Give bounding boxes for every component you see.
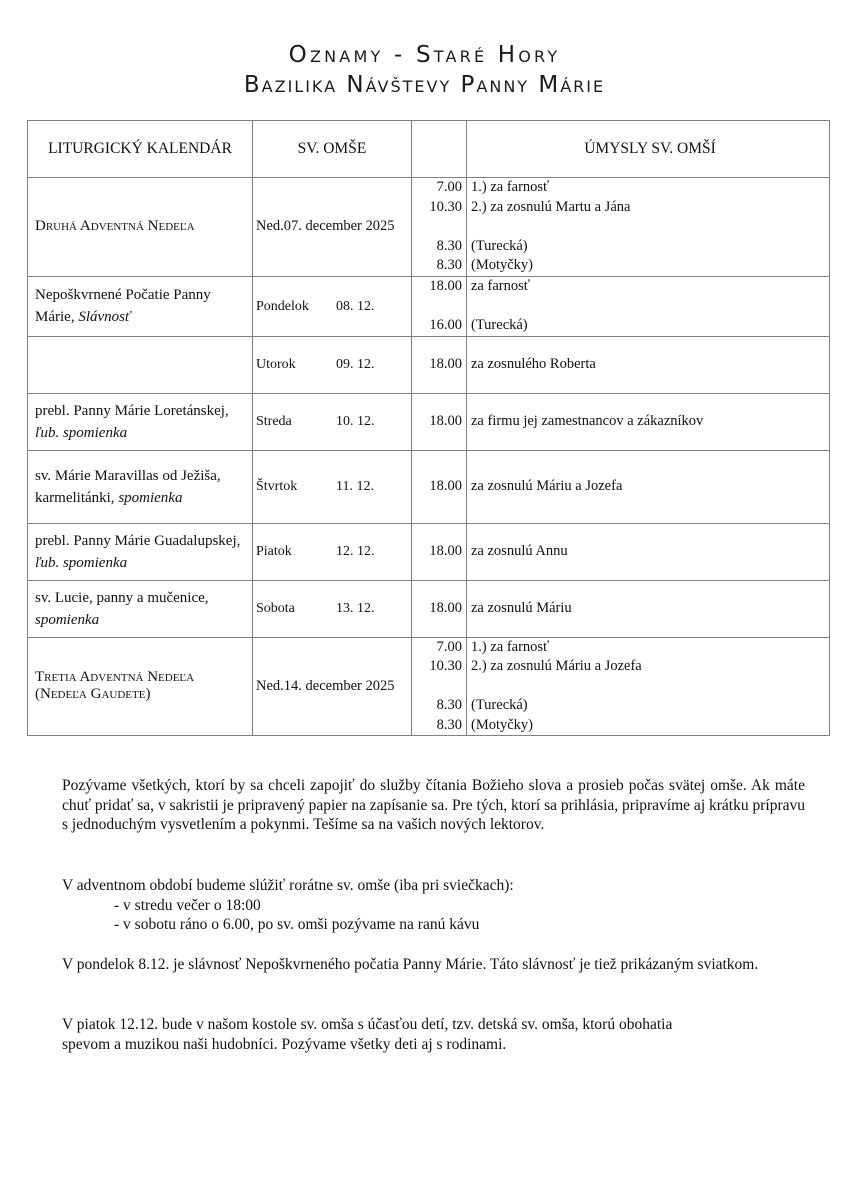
times-cell <box>412 276 467 336</box>
date-cell <box>253 580 412 637</box>
mass-time: 8.30 <box>436 257 462 273</box>
column-header-intentions: ÚMYSLY SV. OMŠÍ <box>467 121 830 178</box>
times-cell <box>412 336 467 393</box>
calendar-rank: ľub. spomienka <box>35 424 128 441</box>
table-row <box>28 276 830 336</box>
calendar-cell <box>28 276 253 336</box>
column-header-time <box>412 121 467 178</box>
announcement-lectors: Pozývame všetkých, ktorí by sa chceli zapojiť do služby čítania Božieho slova a prosieb počas svätej omše. Ak máte chuť pridať sa, v sakristii je pripravený papier na zapísanie sa. Pre tých, ktorí sa prihlásia, pripravíme aj krátku prípravu s jednoduchým vysvetlením a pokynmi. Tešíme sa na vašich nových lektorov. <box>62 777 805 833</box>
mass-date: 12. 12. <box>336 544 375 559</box>
calendar-rank: spomienka <box>118 489 183 506</box>
intentions-cell <box>467 637 830 736</box>
mass-intention: za firmu jej zamestnancov a zákazníkov <box>471 413 704 429</box>
date-cell <box>253 637 412 736</box>
mass-intention: (Motyčky) <box>471 257 534 273</box>
announcement-children-mass-line: spevom a muzikou naši hudobníci. Pozývame všetky deti aj s rodinami. <box>62 1035 507 1053</box>
day-name: Piatok <box>256 544 292 559</box>
mass-time: 18.00 <box>429 600 462 616</box>
calendar-cell <box>28 450 253 523</box>
calendar-feast: Nepoškvrnené Počatie Panny Márie, <box>35 287 211 325</box>
mass-intention: 2.) za zosnulú Máriu a Jozefa <box>471 658 642 674</box>
announcement-rorate-item: - v sobotu ráno o 6.00, po sv. omši pozývame na ranú kávu <box>114 916 480 933</box>
calendar-feast: Druhá Adventná Nedeľa <box>35 218 195 235</box>
times-cell <box>412 450 467 523</box>
mass-time: 7.00 <box>436 638 462 655</box>
calendar-feast: sv. Márie Maravillas od Ježiša, karmelitánki, <box>35 467 221 506</box>
day-name: Štvrtok <box>256 479 298 494</box>
mass-time: 18.00 <box>429 543 462 559</box>
day-name: Streda <box>256 414 292 429</box>
mass-date: Ned.07. december 2025 <box>256 218 395 235</box>
page-subtitle: Bazilika Návštevy Panny Márie <box>243 72 606 98</box>
calendar-cell <box>28 393 253 450</box>
page-header <box>0 40 849 100</box>
mass-date: Ned.14. december 2025 <box>256 677 395 694</box>
column-header-masses: SV. OMŠE <box>253 121 412 178</box>
mass-intention: za zosnulú Máriu a Jozefa <box>471 478 623 494</box>
announcement-rorate <box>62 876 805 935</box>
table-row <box>28 637 830 736</box>
date-cell <box>253 336 412 393</box>
mass-date: 11. 12. <box>336 479 374 494</box>
table-row <box>28 178 830 277</box>
mass-time: 18.00 <box>429 413 462 429</box>
intentions-cell <box>467 450 830 523</box>
mass-intention: za zosnulého Roberta <box>471 356 596 372</box>
mass-time: 10.30 <box>429 198 462 215</box>
mass-intention: (Turecká) <box>471 237 528 254</box>
mass-time: 7.00 <box>436 179 462 195</box>
mass-time <box>412 677 462 697</box>
calendar-rank: ľub. spomienka <box>35 554 128 571</box>
calendar-cell <box>28 178 253 277</box>
times-cell <box>412 580 467 637</box>
table-row <box>28 393 830 450</box>
times-cell <box>412 393 467 450</box>
announcement-children-mass <box>62 1015 805 1054</box>
mass-time: 18.00 <box>429 356 462 372</box>
mass-date: 13. 12. <box>336 601 375 616</box>
calendar-cell <box>28 637 253 736</box>
mass-intention: za farnosť <box>471 277 530 294</box>
mass-time <box>412 296 462 316</box>
mass-schedule-table <box>27 120 830 736</box>
calendar-feast: Tretia Adventná Nedeľa <box>35 669 195 686</box>
calendar-feast: prebl. Panny Márie Loretánskej, <box>35 402 229 419</box>
calendar-feast-subtitle: (Nedeľa Gaudete) <box>35 686 151 703</box>
table-row <box>28 580 830 637</box>
mass-date: 09. 12. <box>336 357 375 372</box>
mass-intention: 2.) za zosnulú Martu a Jána <box>471 198 631 215</box>
mass-intention <box>471 296 829 316</box>
mass-time: 18.00 <box>429 277 462 294</box>
page-title: Oznamy - Staré Hory <box>288 42 561 68</box>
announcement-immaculate-conception: V pondelok 8.12. je slávnosť Nepoškvrneného počatia Panny Márie. Táto slávnosť je tiež prikázaným sviatkom. <box>62 956 759 973</box>
mass-intention <box>471 677 829 697</box>
date-cell <box>253 393 412 450</box>
intentions-cell <box>467 580 830 637</box>
day-name: Utorok <box>256 357 296 372</box>
date-cell <box>253 523 412 580</box>
day-name: Sobota <box>256 601 295 616</box>
times-cell <box>412 523 467 580</box>
times-cell <box>412 637 467 736</box>
mass-intention: za zosnulú Máriu <box>471 600 572 616</box>
calendar-feast: sv. Lucie, panny a mučenice, <box>35 589 209 606</box>
intentions-cell <box>467 336 830 393</box>
table-row <box>28 450 830 523</box>
mass-intention: 1.) za farnosť <box>471 638 550 655</box>
mass-time: 8.30 <box>436 697 462 713</box>
announcement-rorate-item: - v stredu večer o 18:00 <box>114 896 261 914</box>
date-cell <box>253 276 412 336</box>
mass-time: 10.30 <box>429 658 462 674</box>
intentions-cell <box>467 276 830 336</box>
table-row <box>28 523 830 580</box>
calendar-cell <box>28 580 253 637</box>
announcement-rorate-intro: V adventnom období budeme slúžiť rorátne sv. omše (iba pri sviečkach): <box>62 877 514 894</box>
mass-intention <box>471 217 829 237</box>
mass-time: 8.30 <box>436 237 462 254</box>
mass-date: 08. 12. <box>336 298 375 314</box>
mass-intention: 1.) za farnosť <box>471 179 550 195</box>
column-header-calendar: LITURGICKÝ KALENDÁR <box>28 121 253 178</box>
table-header-row <box>28 121 830 178</box>
intentions-cell <box>467 178 830 277</box>
announcement-children-mass-line: V piatok 12.12. bude v našom kostole sv. omša s účasťou detí, tzv. detská sv. omša, ktorú obohatia <box>62 1016 673 1033</box>
date-cell <box>253 178 412 277</box>
calendar-feast: prebl. Panny Márie Guadalupskej, <box>35 532 241 549</box>
calendar-cell <box>28 523 253 580</box>
mass-time: 16.00 <box>429 316 462 333</box>
table-row <box>28 336 830 393</box>
mass-intention: (Turecká) <box>471 697 528 713</box>
mass-intention: za zosnulú Annu <box>471 543 568 559</box>
mass-time: 18.00 <box>429 478 462 494</box>
times-cell <box>412 178 467 277</box>
calendar-rank: Slávnosť <box>78 309 131 325</box>
mass-time <box>412 217 462 237</box>
mass-intention: (Turecká) <box>471 316 528 333</box>
calendar-cell <box>28 336 253 393</box>
date-cell <box>253 450 412 523</box>
calendar-rank: spomienka <box>35 611 100 628</box>
intentions-cell <box>467 523 830 580</box>
day-name: Pondelok <box>256 298 309 314</box>
mass-intention: (Motyčky) <box>471 716 534 733</box>
mass-time: 8.30 <box>436 716 462 733</box>
mass-date: 10. 12. <box>336 414 375 429</box>
intentions-cell <box>467 393 830 450</box>
